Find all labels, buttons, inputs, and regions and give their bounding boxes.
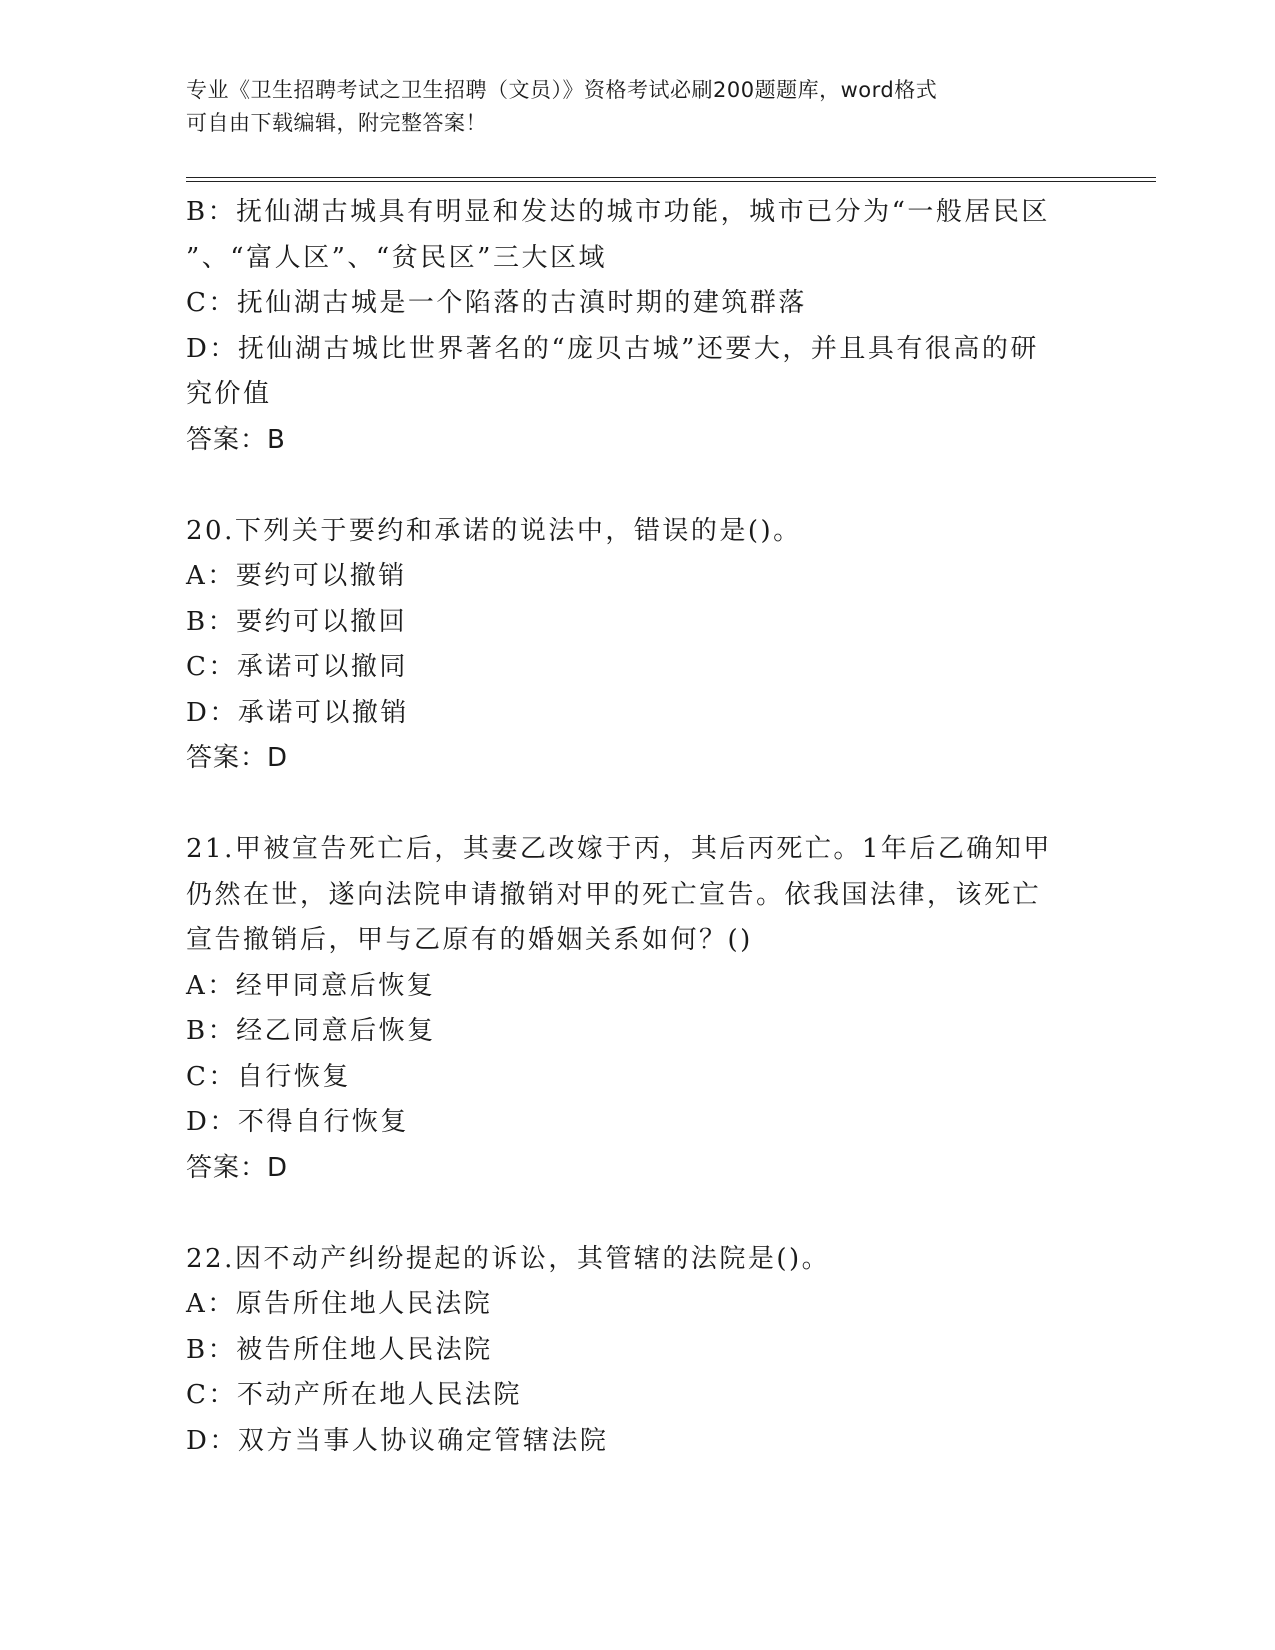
- question-22-block: [186, 1237, 1086, 1465]
- q19-option-d-line-2: 究价值: [186, 379, 272, 409]
- q19-answer: 答案：B: [186, 424, 286, 455]
- q22-option-c: C：不动产所在地人民法院: [186, 1380, 522, 1410]
- q20-option-a: A：要约可以撤销: [186, 561, 407, 591]
- q19-option-d-line-1: D：抚仙湖古城比世界著名的“庞贝古城”还要大，并且具有很高的研: [186, 333, 1039, 364]
- header-line-1: 专业《卫生招聘考试之卫生招聘（文员）》资格考试必刷200题题库，word格式: [186, 78, 938, 102]
- question-19-block: [186, 190, 1086, 463]
- question-content: [186, 190, 1086, 1464]
- q21-answer: 答案：D: [186, 1152, 289, 1183]
- question-20-block: [186, 509, 1086, 782]
- q22-option-b: B：被告所住地人民法院: [186, 1334, 493, 1365]
- q20-option-b: B：要约可以撤回: [186, 606, 408, 637]
- q21-option-b: B：经乙同意后恢复: [186, 1016, 436, 1046]
- q22-option-a: A：原告所住地人民法院: [186, 1289, 493, 1319]
- q21-question-line-1: 21.甲被宣告死亡后，其妻乙改嫁于丙，其后丙死亡。1年后乙确知甲: [186, 834, 1052, 864]
- q20-answer: 答案：D: [186, 743, 289, 773]
- q19-option-b-line-1: B：抚仙湖古城具有明显和发达的城市功能，城市已分为“一般居民区: [186, 197, 1050, 227]
- q22-question: 22.因不动产纠纷提起的诉讼，其管辖的法院是()。: [186, 1243, 831, 1274]
- header-line-2: 可自由下载编辑，附完整答案！: [186, 111, 487, 135]
- q22-option-d: D：双方当事人协议确定管辖法院: [186, 1425, 609, 1456]
- question-21-block: [186, 827, 1086, 1191]
- page-header: [186, 74, 1086, 140]
- q21-option-c: C：自行恢复: [186, 1061, 351, 1092]
- q19-option-c: C：抚仙湖古城是一个陷落的古滇时期的建筑群落: [186, 288, 807, 318]
- q21-option-d: D：不得自行恢复: [186, 1107, 409, 1137]
- q21-question-line-2: 仍然在世，遂向法院申请撤销对甲的死亡宣告。依我国法律，该死亡: [186, 879, 1042, 910]
- q20-option-c: C：承诺可以撤同: [186, 652, 408, 682]
- spacer: [186, 463, 1086, 509]
- header-divider: [186, 177, 1156, 182]
- spacer: [186, 1191, 1086, 1237]
- q20-question: 20.下列关于要约和承诺的说法中，错误的是()。: [186, 515, 802, 546]
- q21-question-line-3: 宣告撤销后，甲与乙原有的婚姻关系如何？(): [186, 925, 753, 955]
- q20-option-d: D：承诺可以撤销: [186, 697, 409, 728]
- spacer: [186, 782, 1086, 828]
- q19-option-b-line-2: ”、“富人区”、“贫民区”三大区域: [186, 242, 607, 273]
- q21-option-a: A：经甲同意后恢复: [186, 970, 436, 1001]
